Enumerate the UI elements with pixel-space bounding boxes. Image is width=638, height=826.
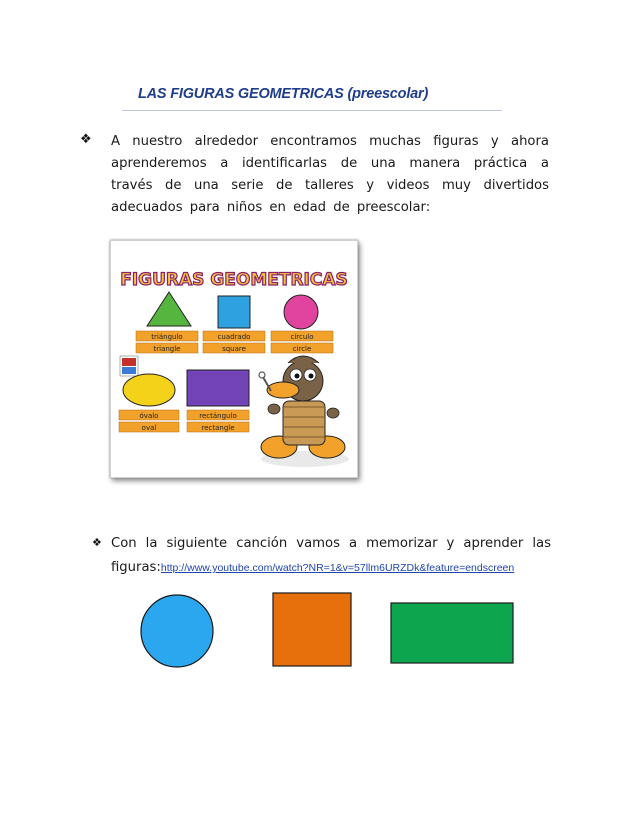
poster-heading: FIGURAS GEOMETRICAS: [120, 270, 348, 290]
blue-circle: [141, 595, 213, 667]
song-paragraph-line1: Con la siguiente canción vamos a memorizar y aprender las: [111, 536, 551, 551]
green-rectangle: [391, 603, 513, 663]
diamond-bullet-icon: ❖: [80, 132, 92, 147]
orange-square: [273, 593, 351, 666]
poster-label-oval-es: óvalo: [139, 412, 159, 420]
poster-label-rectangle-es: rectángulo: [199, 412, 237, 420]
poster-label-oval-en: oval: [141, 424, 157, 432]
poster-label-square-es: cuadrado: [217, 333, 251, 341]
poster-label-rectangle-en: rectangle: [201, 424, 235, 432]
intro-paragraph: A nuestro alrededor encontramos muchas figuras y ahora aprenderemos a identificarlas de una manera práctica a través de una serie de talleres y videos muy divertidos adecuados para niños en edad de preescolar:: [111, 134, 549, 215]
document-title: LAS FIGURAS GEOMETRICAS (preescolar): [138, 86, 429, 102]
poster-label-triangle-en: triangle: [153, 345, 181, 353]
diamond-bullet-icon: ❖: [92, 536, 102, 549]
poster-label-triangle-es: triángulo: [151, 333, 183, 341]
youtube-link[interactable]: http://www.youtube.com/watch?NR=1&v=57llm6URZDk&feature=endscreen: [160, 562, 515, 574]
poster-label-circle-es: círculo: [290, 333, 314, 341]
poster-label-square-en: square: [222, 345, 246, 353]
poster-label-circle-en: circle: [292, 345, 312, 353]
figuras-label: figuras:: [111, 560, 161, 575]
